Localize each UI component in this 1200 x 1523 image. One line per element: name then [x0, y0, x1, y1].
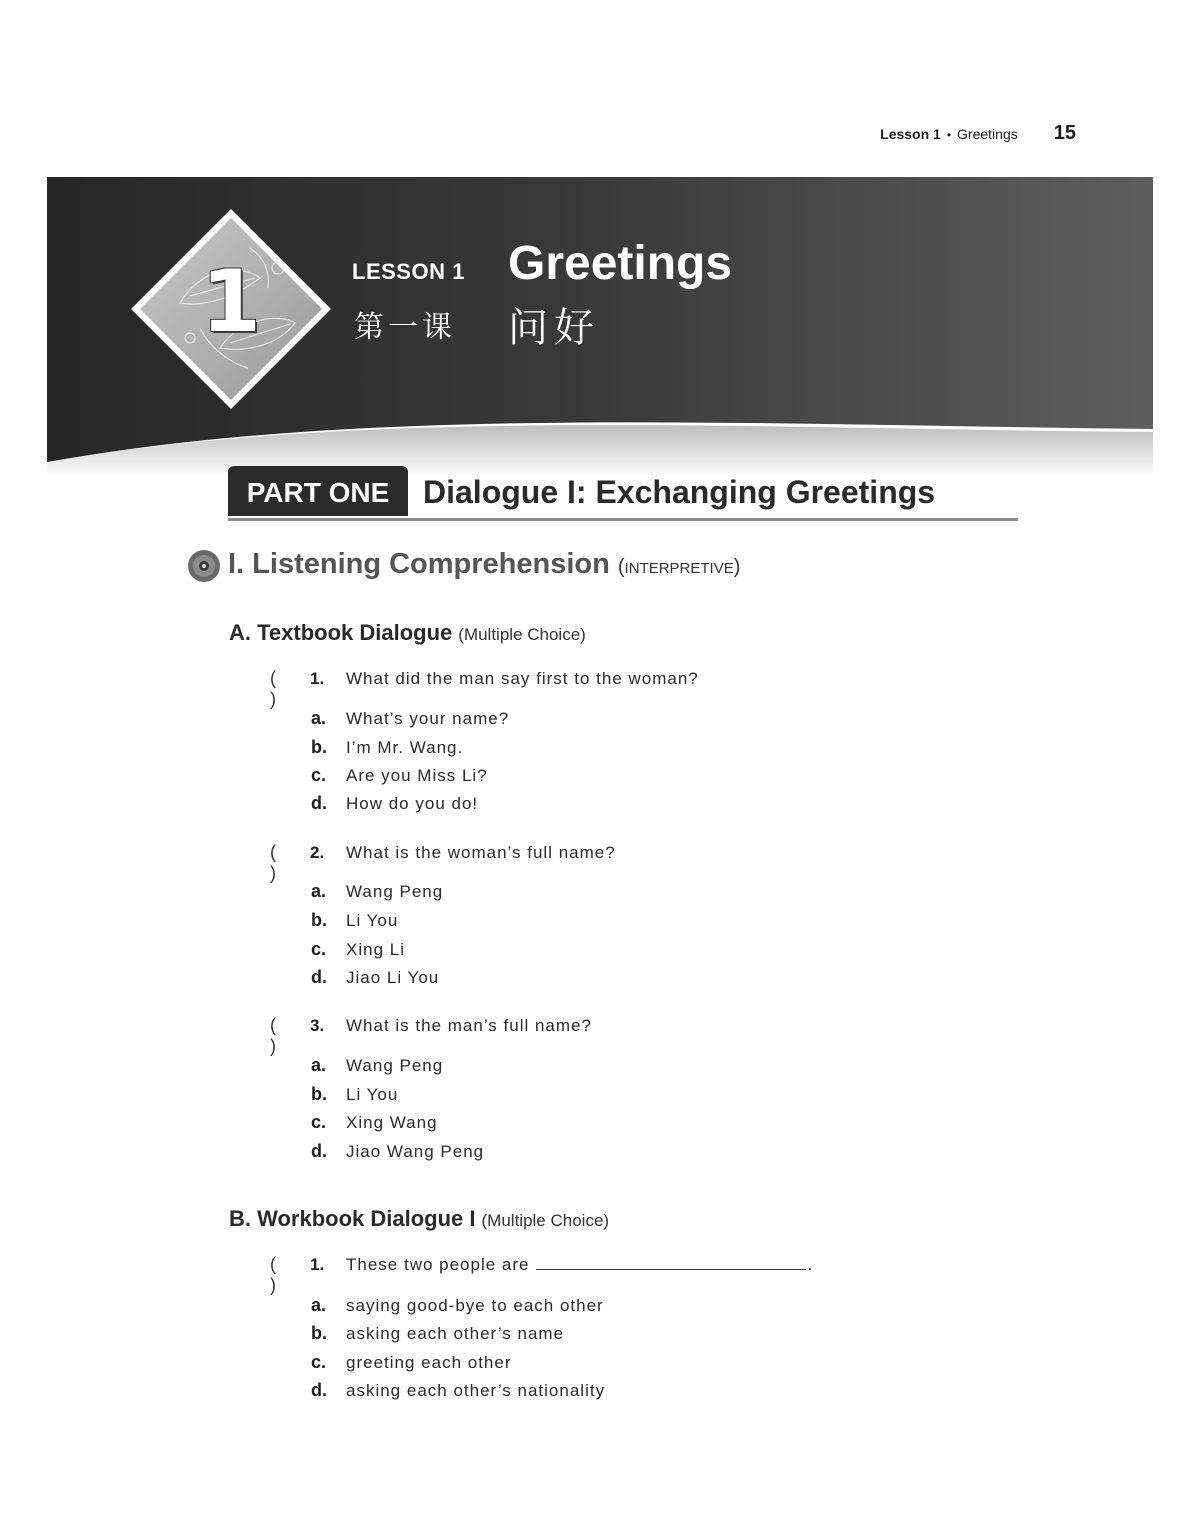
part-heading [228, 466, 1018, 521]
section-tag-close: ) [733, 556, 741, 578]
option-text: Wang Peng [346, 1056, 444, 1075]
part-title: Dialogue I: Exchanging Greetings [423, 474, 936, 510]
subsection-heading-a [229, 620, 586, 646]
option-b1-c [311, 1352, 512, 1373]
answer-blank[interactable]: ( ) [270, 842, 290, 883]
option-text: asking each other’s nationality [346, 1381, 606, 1400]
option-letter: c. [311, 1352, 327, 1372]
option-letter: c. [311, 1112, 327, 1132]
option-letter: b. [311, 1084, 327, 1104]
option-text: Li You [346, 911, 399, 930]
option-a2-a [311, 881, 443, 902]
answer-blank[interactable]: ( ) [270, 668, 290, 709]
answer-blank[interactable]: ( ) [270, 1254, 290, 1295]
option-letter: b. [311, 737, 327, 757]
question-text: These two people are [346, 1255, 530, 1274]
running-head-title: Greetings [957, 126, 1018, 142]
lesson-title: Greetings [508, 237, 733, 290]
option-letter: c. [311, 939, 327, 959]
option-text: Jiao Wang Peng [346, 1142, 485, 1161]
question-text: What is the woman’s full name? [346, 843, 616, 862]
option-text: Jiao Li You [346, 968, 440, 987]
option-text: Are you Miss Li? [346, 766, 488, 785]
option-a1-a [311, 708, 509, 729]
option-a2-c [311, 939, 405, 960]
lesson-label-chinese: 第一课 [354, 310, 456, 345]
page-number: 15 [1053, 122, 1076, 144]
option-letter: b. [311, 1323, 327, 1343]
option-letter: d. [311, 793, 327, 813]
subsection-heading-b [229, 1206, 609, 1232]
question-number: 1. [310, 669, 325, 688]
subsection-title: B. Workbook Dialogue I [229, 1206, 476, 1231]
subsection-note: (Multiple Choice) [481, 1211, 610, 1230]
question-text: What is the man’s full name? [346, 1016, 592, 1035]
fill-in-blank[interactable] [536, 1255, 806, 1270]
option-text: Xing Li [346, 940, 405, 959]
section-tag-text: INTERPRETIVE [624, 560, 734, 577]
option-text: Wang Peng [346, 882, 444, 901]
lesson-label: LESSON 1 [352, 259, 465, 284]
option-a1-c [311, 765, 488, 786]
option-text: I’m Mr. Wang. [346, 738, 464, 757]
option-letter: a. [311, 1055, 327, 1075]
answer-blank[interactable]: ( ) [270, 1015, 290, 1056]
option-b1-d [311, 1380, 605, 1401]
option-text: asking each other’s name [346, 1324, 565, 1343]
option-a1-b [311, 737, 463, 758]
option-a3-b [311, 1084, 398, 1105]
option-letter: d. [311, 1380, 327, 1400]
section-tag [618, 556, 741, 579]
section-heading [186, 548, 740, 584]
question-a3 [270, 1015, 592, 1057]
option-text: greeting each other [346, 1353, 512, 1372]
option-a1-d [311, 793, 478, 814]
question-number: 1. [310, 1255, 325, 1274]
running-head-lesson: Lesson 1 [880, 126, 941, 142]
question-text: What did the man say first to the woman? [346, 669, 699, 688]
option-text: What’s your name? [346, 709, 510, 728]
audio-cd-icon [186, 548, 222, 584]
option-letter: a. [311, 1295, 327, 1315]
running-head [880, 122, 1076, 145]
option-b1-a [311, 1295, 604, 1316]
option-letter: a. [311, 881, 327, 901]
option-letter: c. [311, 765, 327, 785]
question-a1 [270, 668, 699, 710]
option-letter: a. [311, 708, 327, 728]
question-a2 [270, 842, 616, 884]
question-number: 3. [310, 1016, 325, 1035]
option-text: Li You [346, 1085, 399, 1104]
option-text: saying good-bye to each other [346, 1296, 604, 1315]
option-text: Xing Wang [346, 1113, 438, 1132]
sentence-end: . [807, 1255, 813, 1274]
subsection-note: (Multiple Choice) [458, 625, 586, 644]
option-letter: d. [311, 967, 327, 987]
option-a3-d [311, 1141, 484, 1162]
lesson-emblem [130, 208, 332, 410]
question-number: 2. [310, 843, 325, 862]
option-letter: d. [311, 1141, 327, 1161]
lesson-title-chinese: 问好 [508, 305, 600, 351]
option-a3-c [311, 1112, 438, 1133]
running-head-separator: • [946, 128, 952, 142]
option-a3-a [311, 1055, 443, 1076]
section-tag-open: ( [617, 556, 625, 578]
subsection-title: A. Textbook Dialogue [229, 620, 453, 645]
question-b1 [270, 1254, 812, 1296]
option-a2-d [311, 967, 439, 988]
option-text: How do you do! [346, 794, 479, 813]
option-b1-b [311, 1323, 564, 1344]
option-letter: b. [311, 910, 327, 930]
lesson-number: 1 [201, 252, 261, 352]
option-a2-b [311, 910, 398, 931]
part-badge: PART ONE [228, 466, 408, 516]
section-title: I. Listening Comprehension [228, 548, 610, 580]
